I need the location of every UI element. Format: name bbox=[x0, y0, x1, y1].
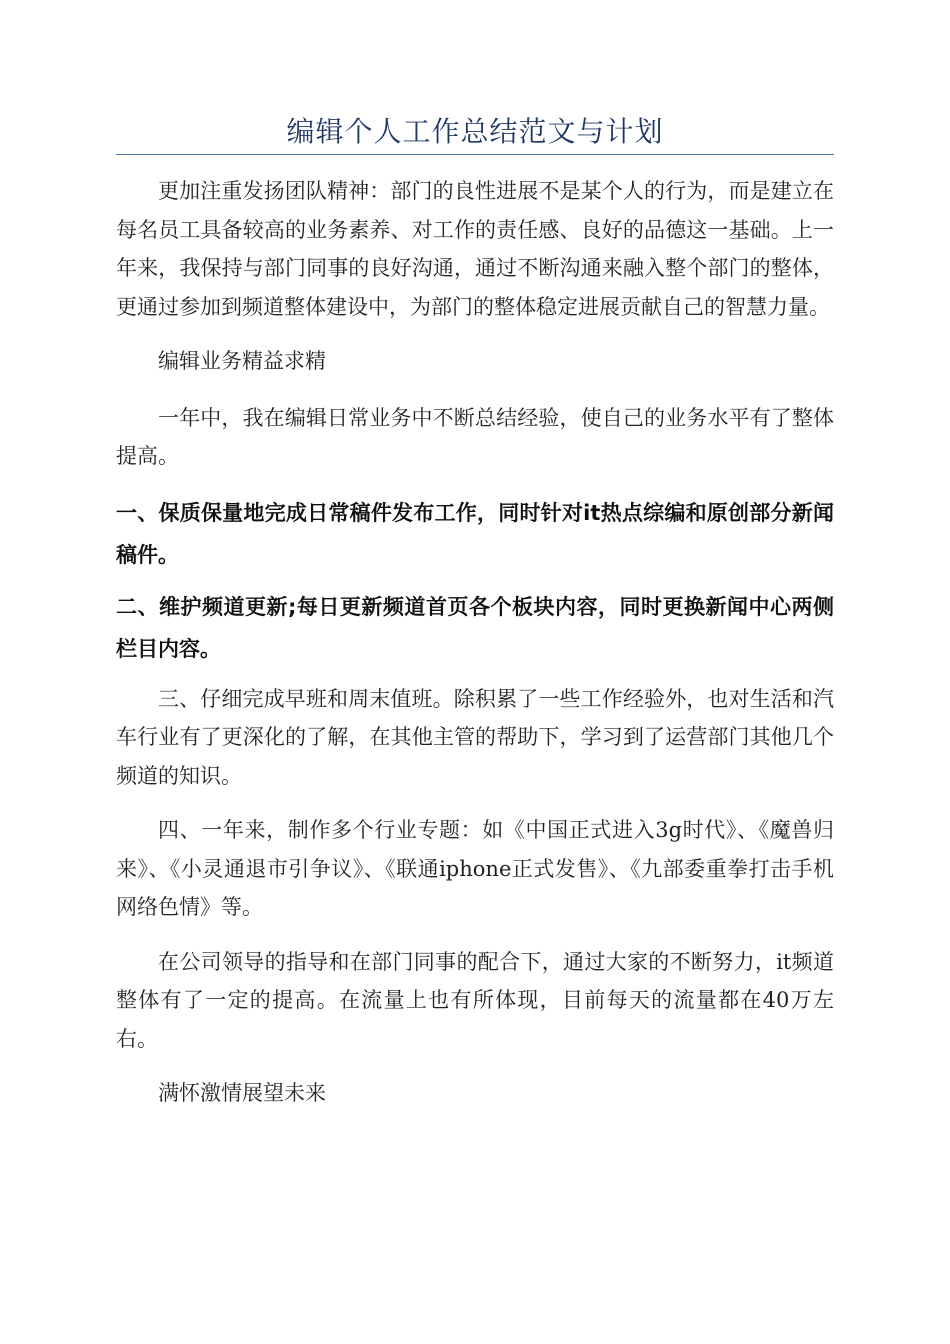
paragraph-team-spirit: 更加注重发扬团队精神：部门的良性进展不是某个人的行为，而是建立在每名员工具备较高的业务素养、对工作的责任感、良好的品德这一基础。上一年来，我保持与部门同事的良好沟通，通过不断沟通来融入整个部门的整体，更通过参加到频道整体建设中，为部门的整体稳定进展贡献自己的智慧力量。 bbox=[116, 179, 834, 319]
list-item-one: 一、保质保量地完成日常稿件发布工作，同时针对it热点综编和原创部分新闻稿件。 bbox=[116, 500, 834, 567]
list-item-two: 二、维护频道更新;每日更新频道首页各个板块内容，同时更换新闻中心两侧栏目内容。 bbox=[116, 594, 834, 661]
document-body bbox=[116, 172, 834, 1131]
list-item-three: 三、仔细完成早班和周末值班。除积累了一些工作经验外，也对生活和汽车行业有了更深化的了解，在其他主管的帮助下，学习到了运营部门其他几个频道的知识。 bbox=[116, 686, 834, 788]
section-heading-future: 满怀激情展望未来 bbox=[158, 1081, 326, 1105]
document-title: 编辑个人工作总结范文与计划 bbox=[286, 115, 664, 148]
section-heading-editing: 编辑业务精益求精 bbox=[158, 349, 326, 373]
list-item-four: 四、一年来，制作多个行业专题：如《中国正式进入3g时代》、《魔兽归来》、《小灵通退市引争议》、《联通iphone正式发售》、《九部委重拳打击手机网络色情》等。 bbox=[116, 818, 834, 919]
paragraph-experience: 一年中，我在编辑日常业务中不断总结经验，使自己的业务水平有了整体提高。 bbox=[116, 405, 834, 468]
paragraph-traffic: 在公司领导的指导和在部门同事的配合下，通过大家的不断努力，it频道整体有了一定的提高。在流量上也有所体现，目前每天的流量都在40万左右。 bbox=[116, 949, 834, 1051]
title-underline bbox=[116, 154, 834, 155]
